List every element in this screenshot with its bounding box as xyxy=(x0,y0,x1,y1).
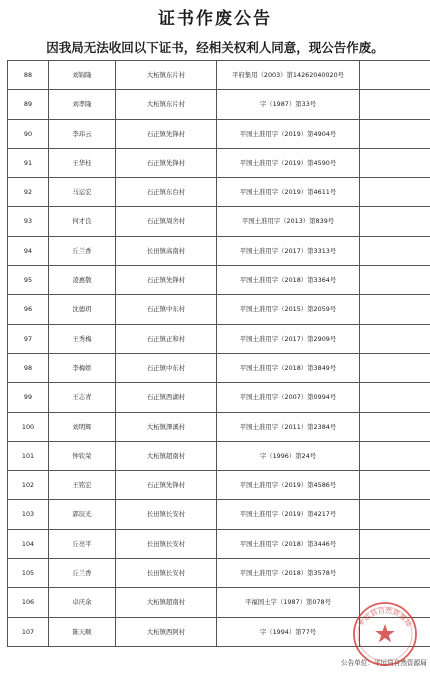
table-row xyxy=(8,148,430,177)
record-name: 凌惠敬 xyxy=(49,266,116,295)
table-row xyxy=(8,324,430,353)
record-name: 李玮云 xyxy=(49,119,116,148)
table-row xyxy=(8,500,430,529)
table-row xyxy=(8,295,430,324)
record-number: 105 xyxy=(8,559,49,588)
record-certificate: 字（1987）第33号 xyxy=(217,90,360,119)
record-number: 90 xyxy=(8,119,49,148)
record-name: 王秀梅 xyxy=(49,324,116,353)
record-location: 大柘镇超南村 xyxy=(116,441,217,470)
record-remark xyxy=(360,266,430,295)
records-table xyxy=(7,60,430,647)
record-remark xyxy=(360,617,430,646)
record-certificate: 字（1994）第77号 xyxy=(217,617,360,646)
record-number: 106 xyxy=(8,588,49,617)
table-row xyxy=(8,412,430,441)
record-remark xyxy=(360,324,430,353)
record-number: 107 xyxy=(8,617,49,646)
record-certificate: 字（1996）第24号 xyxy=(217,441,360,470)
record-location: 大柘镇西阿村 xyxy=(116,617,217,646)
table-row xyxy=(8,383,430,412)
record-number: 89 xyxy=(8,90,49,119)
record-number: 91 xyxy=(8,148,49,177)
record-location: 石正镇正和村 xyxy=(116,324,217,353)
table-row xyxy=(8,90,430,119)
record-remark xyxy=(360,119,430,148)
record-location: 长田镇长安村 xyxy=(116,500,217,529)
record-name: 王铭宏 xyxy=(49,471,116,500)
record-name: 何才良 xyxy=(49,207,116,236)
record-number: 92 xyxy=(8,178,49,207)
record-remark xyxy=(360,559,430,588)
record-remark xyxy=(360,441,430,470)
table-row xyxy=(8,236,430,265)
record-name: 李梅娇 xyxy=(49,353,116,382)
record-location: 石正镇西湖村 xyxy=(116,383,217,412)
record-certificate: 平国土准用字（2017）第3313号 xyxy=(217,236,360,265)
record-number: 102 xyxy=(8,471,49,500)
record-remark xyxy=(360,383,430,412)
record-number: 98 xyxy=(8,353,49,382)
record-location: 石正镇先锋村 xyxy=(116,119,217,148)
record-certificate: 平国土准用字（2019）第4590号 xyxy=(217,148,360,177)
record-location: 石正镇周舍村 xyxy=(116,207,217,236)
record-location: 石正镇先锋村 xyxy=(116,148,217,177)
record-name: 王志青 xyxy=(49,383,116,412)
record-certificate: 平国土准用字（2018）第3364号 xyxy=(217,266,360,295)
record-number: 103 xyxy=(8,500,49,529)
notice-subtitle: 因我局无法收回以下证书，经相关权利人同意，现公告作废。 xyxy=(46,40,384,55)
table-row xyxy=(8,178,430,207)
record-remark xyxy=(360,412,430,441)
record-remark xyxy=(360,236,430,265)
record-name: 丘兰香 xyxy=(49,236,116,265)
record-remark xyxy=(360,148,430,177)
record-location: 长田镇高南村 xyxy=(116,236,217,265)
record-certificate: 平国土准用字（2019）第4904号 xyxy=(217,119,360,148)
record-certificate: 平府集用（2003）第14262040020号 xyxy=(217,61,360,90)
record-certificate: 平国土准用字（2015）第2059号 xyxy=(217,295,360,324)
record-remark xyxy=(360,353,430,382)
record-remark xyxy=(360,529,430,558)
table-row xyxy=(8,119,430,148)
record-number: 88 xyxy=(8,61,49,90)
table-row xyxy=(8,207,430,236)
record-location: 石正镇中东村 xyxy=(116,353,217,382)
table-row xyxy=(8,617,430,646)
record-remark xyxy=(360,588,430,617)
record-certificate: 平国土准用字（2018）第3849号 xyxy=(217,353,360,382)
record-location: 石正镇先锋村 xyxy=(116,471,217,500)
record-certificate: 平国土准用字（2019）第4217号 xyxy=(217,500,360,529)
page-title: 证书作废公告 xyxy=(158,9,272,29)
record-number: 93 xyxy=(8,207,49,236)
record-location: 石正镇先锋村 xyxy=(116,266,217,295)
record-name: 马运宏 xyxy=(49,178,116,207)
record-location: 大柘镇超南村 xyxy=(116,588,217,617)
record-name: 丘兰香 xyxy=(49,559,116,588)
record-remark xyxy=(360,500,430,529)
table-row xyxy=(8,471,430,500)
table-row xyxy=(8,441,430,470)
record-number: 101 xyxy=(8,441,49,470)
record-remark xyxy=(360,178,430,207)
record-location: 石正镇东台村 xyxy=(116,178,217,207)
record-certificate: 平福国土字（1987）第078号 xyxy=(217,588,360,617)
record-name: 王华桂 xyxy=(49,148,116,177)
record-certificate: 平国土准用字（2018）第3446号 xyxy=(217,529,360,558)
table-row xyxy=(8,61,430,90)
record-name: 刘锦隆 xyxy=(49,61,116,90)
record-number: 96 xyxy=(8,295,49,324)
table-row xyxy=(8,266,430,295)
record-number: 97 xyxy=(8,324,49,353)
table-row xyxy=(8,353,430,382)
record-number: 100 xyxy=(8,412,49,441)
record-remark xyxy=(360,471,430,500)
table-row xyxy=(8,529,430,558)
record-certificate: 平国土准用字（2013）第839号 xyxy=(217,207,360,236)
record-name: 钟钦荣 xyxy=(49,441,116,470)
record-location: 长田镇长安村 xyxy=(116,529,217,558)
record-name: 刘孝隆 xyxy=(49,90,116,119)
record-certificate: 平国土准用字（2018）第3578号 xyxy=(217,559,360,588)
record-number: 95 xyxy=(8,266,49,295)
record-certificate: 平国土准用字（2019）第4611号 xyxy=(217,178,360,207)
table-row xyxy=(8,588,430,617)
record-remark xyxy=(360,61,430,90)
issuer-footer: 公告单位：平远县自然资源局 xyxy=(341,659,427,667)
table-row xyxy=(8,559,430,588)
record-location: 石正镇中东村 xyxy=(116,295,217,324)
record-remark xyxy=(360,90,430,119)
record-certificate: 平国土准用字（2011）第2384号 xyxy=(217,412,360,441)
record-name: 卓庆余 xyxy=(49,588,116,617)
record-number: 99 xyxy=(8,383,49,412)
record-certificate: 平国土准用字（2007）第0994号 xyxy=(217,383,360,412)
record-number: 94 xyxy=(8,236,49,265)
record-location: 大柘镇东片村 xyxy=(116,90,217,119)
svg-text:平远县自然资源局: 平远县自然资源局 xyxy=(357,606,413,629)
record-location: 长田镇长安村 xyxy=(116,559,217,588)
record-location: 大柘镇东片村 xyxy=(116,61,217,90)
record-remark xyxy=(360,207,430,236)
record-name: 丘亮平 xyxy=(49,529,116,558)
record-name: 刘明辉 xyxy=(49,412,116,441)
record-name: 陈天顺 xyxy=(49,617,116,646)
record-certificate: 平国土准用字（2017）第2909号 xyxy=(217,324,360,353)
record-certificate: 平国土准用字（2019）第4586号 xyxy=(217,471,360,500)
record-location: 大柘镇澤溪村 xyxy=(116,412,217,441)
record-name: 沈德玥 xyxy=(49,295,116,324)
record-name: 郭辰光 xyxy=(49,500,116,529)
record-remark xyxy=(360,295,430,324)
record-number: 104 xyxy=(8,529,49,558)
